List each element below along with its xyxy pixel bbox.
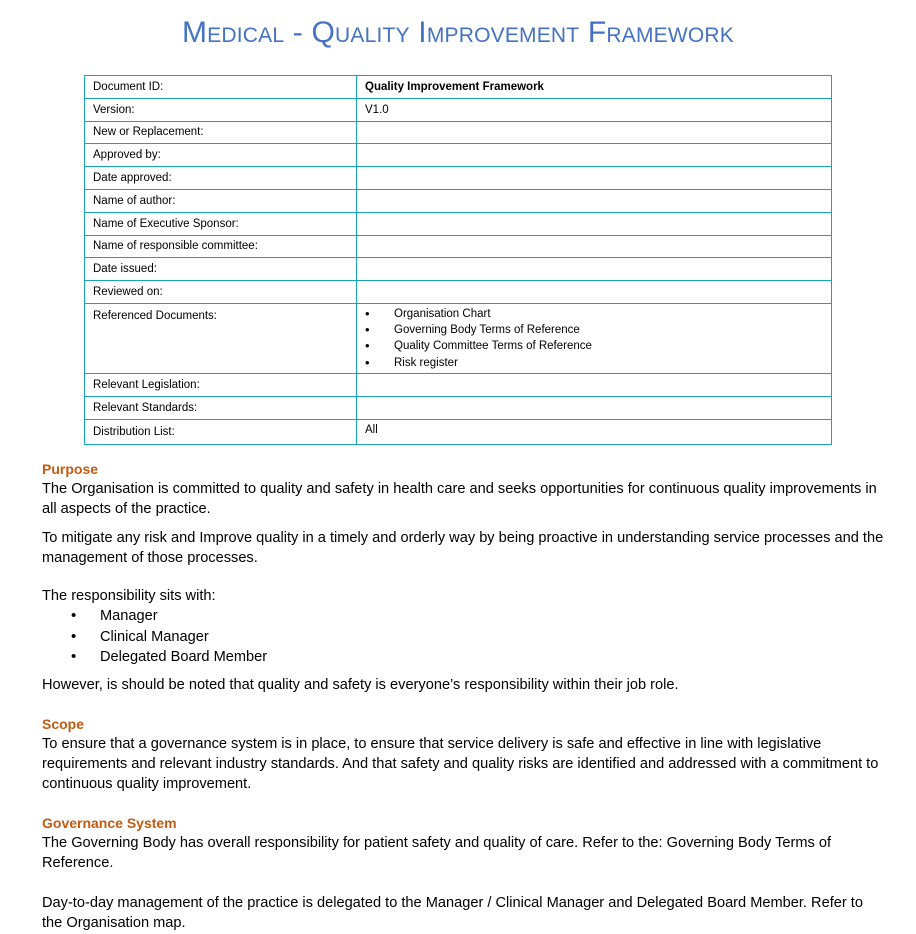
row-label: Version: bbox=[85, 98, 357, 121]
list-item: • Delegated Board Member bbox=[42, 647, 887, 667]
list-item: • Organisation Chart bbox=[365, 306, 823, 322]
row-value bbox=[357, 212, 832, 235]
list-item: • Risk register bbox=[365, 355, 823, 371]
row-label: Name of responsible committee: bbox=[85, 235, 357, 258]
table-row bbox=[85, 258, 832, 281]
list-item: • Governing Body Terms of Reference bbox=[365, 322, 823, 338]
table-row bbox=[85, 144, 832, 167]
row-value bbox=[357, 167, 832, 190]
list-item: • Clinical Manager bbox=[42, 627, 887, 647]
document-control-table bbox=[84, 75, 832, 445]
table-row bbox=[85, 396, 832, 419]
row-value bbox=[357, 189, 832, 212]
purpose-heading: Purpose bbox=[42, 461, 99, 477]
row-value: Quality Improvement Framework bbox=[357, 76, 832, 99]
list-item: • Quality Committee Terms of Reference bbox=[365, 338, 823, 354]
document-body bbox=[42, 459, 887, 934]
row-label: New or Replacement: bbox=[85, 121, 357, 144]
table-row bbox=[85, 167, 832, 190]
responsibility-list bbox=[42, 606, 887, 667]
table-row bbox=[85, 419, 832, 445]
table-row bbox=[85, 189, 832, 212]
table-row bbox=[85, 76, 832, 99]
responsibility-intro: The responsibility sits with: bbox=[42, 588, 216, 605]
row-value: All bbox=[357, 419, 832, 445]
purpose-paragraph: The Organisation is committed to quality and safety in health care and seeks opportunities for continuous quality improvements in all aspects of the practice. bbox=[42, 481, 877, 518]
row-value bbox=[357, 258, 832, 281]
row-label: Name of Executive Sponsor: bbox=[85, 212, 357, 235]
governance-paragraph: The Governing Body has overall responsibility for patient safety and quality of care. Refer to the: Governing Body Terms of Reference. bbox=[42, 834, 832, 871]
row-value bbox=[357, 121, 832, 144]
row-value: V1.0 bbox=[357, 98, 832, 121]
row-label: Approved by: bbox=[85, 144, 357, 167]
row-value bbox=[357, 281, 832, 304]
row-label: Reviewed on: bbox=[85, 281, 357, 304]
row-label: Date approved: bbox=[85, 167, 357, 190]
row-label: Document ID: bbox=[85, 76, 357, 99]
governance-paragraph: Day-to-day management of the practice is delegated to the Manager / Clinical Manager and Delegated Board Member. Refer to the Organisation map. bbox=[42, 895, 863, 932]
referenced-documents-list bbox=[365, 306, 823, 371]
row-label: Date issued: bbox=[85, 258, 357, 281]
table-row bbox=[85, 303, 832, 373]
row-label: Relevant Legislation: bbox=[85, 373, 357, 396]
table-row bbox=[85, 235, 832, 258]
table-row bbox=[85, 373, 832, 396]
row-label: Name of author: bbox=[85, 189, 357, 212]
table-row bbox=[85, 121, 832, 144]
purpose-paragraph: To mitigate any risk and Improve quality in a timely and orderly way by being proactive in understanding service processes and the management of those processes. bbox=[42, 529, 884, 566]
row-value bbox=[357, 235, 832, 258]
row-value bbox=[357, 373, 832, 396]
scope-heading: Scope bbox=[42, 715, 85, 732]
table-row bbox=[85, 212, 832, 235]
table-row bbox=[85, 281, 832, 304]
scope-paragraph: To ensure that a governance system is in place, to ensure that service delivery is safe and effective in line with legislative requirements and relevant industry standards. And that safety and quality risks are identified and addressed with a commitment to continuous quality improvement. bbox=[42, 735, 879, 793]
list-item: • Manager bbox=[42, 606, 887, 626]
document-title: Medical - Quality Improvement Framework bbox=[181, 16, 734, 49]
row-label: Referenced Documents: bbox=[85, 303, 357, 373]
row-label: Distribution List: bbox=[85, 419, 357, 445]
table-row bbox=[85, 98, 832, 121]
row-value bbox=[357, 396, 832, 419]
row-value bbox=[357, 144, 832, 167]
row-label: Relevant Standards: bbox=[85, 396, 357, 419]
referenced-documents-cell bbox=[357, 303, 832, 373]
governance-heading: Governance System bbox=[42, 814, 177, 831]
purpose-paragraph: However, is should be noted that quality and safety is everyone’s responsibility within their job role. bbox=[42, 677, 679, 694]
